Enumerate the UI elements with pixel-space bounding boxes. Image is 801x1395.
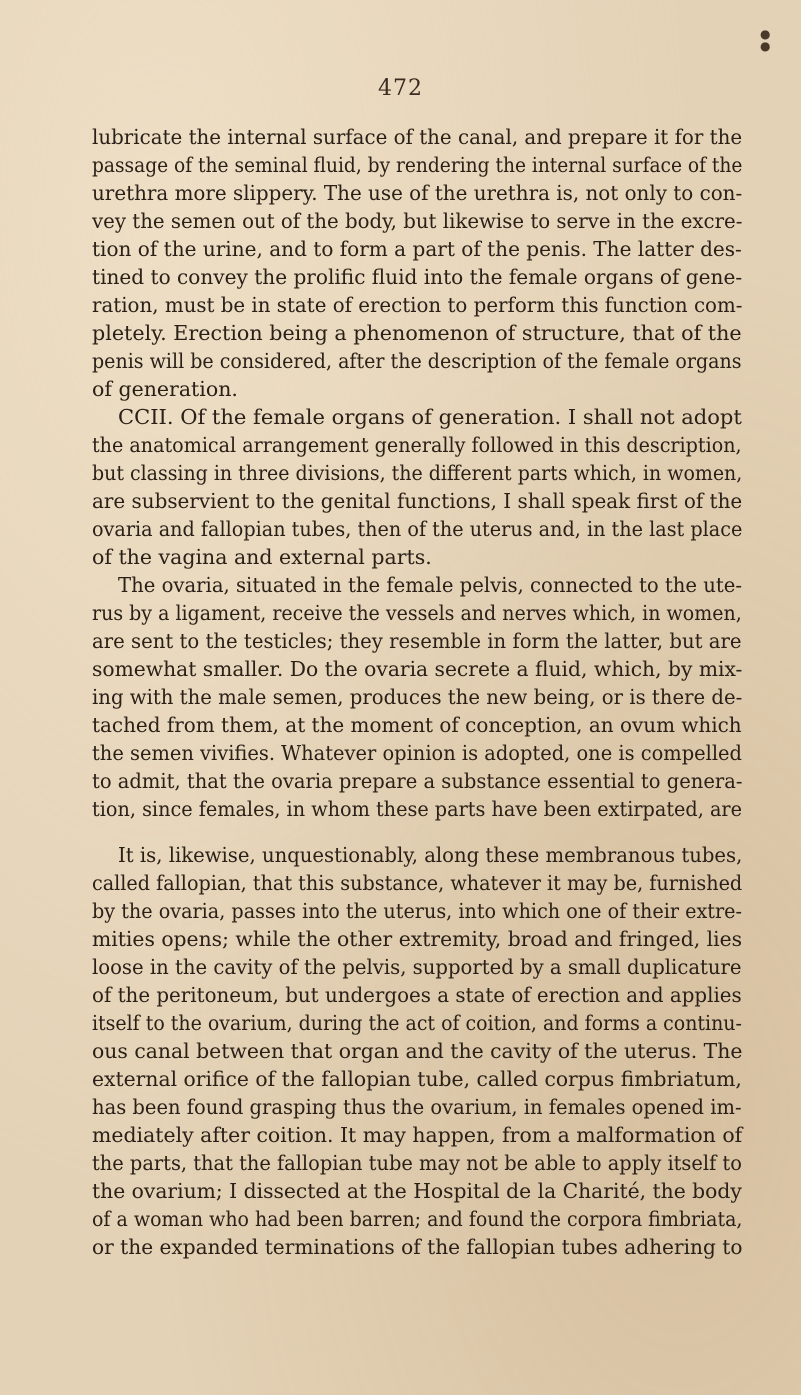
text-line: The ovaria, situated in the female pelvis, connected to the ute- [118,573,743,597]
text-line: are sent to the testicles; they resemble in form the latter, but are [92,629,742,653]
text-line: ous canal between that organ and the cavity of the uterus. The [92,1039,743,1063]
text-line: rus by a ligament, receive the vessels and nerves which, in women, [92,601,742,625]
text-line: external orifice of the fallopian tube, called corpus fimbriatum, [92,1067,742,1091]
text-line: itself to the ovarium, during the act of coition, and forms a continu- [92,1011,742,1035]
text-line: somewhat smaller. Do the ovaria secrete a fluid, which, by mix- [92,657,743,681]
text-line: vey the semen out of the body, but likewise to serve in the excre- [92,209,743,233]
text-line: of the vagina and external parts. [92,545,432,569]
text-line: has been found grasping thus the ovarium, in females opened im- [92,1095,742,1119]
text-line: passage of the seminal fluid, by rendering the internal surface of the [92,153,743,177]
text-line: pletely. Erection being a phenomenon of structure, that of the [92,321,742,345]
text-line: It is, likewise, unquestionably, along these membranous tubes, [118,843,743,867]
text-line: of generation. [92,377,238,401]
text-line: of the peritoneum, but undergoes a state of erection and applies [92,983,742,1007]
ink-mark-decoration: ● ● [760,27,771,53]
text-line: ovaria and fallopian tubes, then of the uterus and, in the last place [92,517,743,541]
text-line: tion, since females, in whom these parts have been extirpated, are [92,797,743,821]
text-line: called fallopian, that this substance, whatever it may be, furnished [92,871,743,895]
text-line: to admit, that the ovaria prepare a substance essential to genera- [92,769,743,793]
text-line: the anatomical arrangement generally followed in this description, [92,433,742,457]
section-heading-line: CCII. Of the female organs of generation. I shall not adopt [118,405,742,429]
text-line: the ovarium; I dissected at the Hospital de la Charité, the body [92,1179,742,1203]
text-line: lubricate the internal surface of the canal, and prepare it for the [92,125,743,149]
text-line: tion of the urine, and to form a part of the penis. The latter des- [92,237,742,261]
text-line: tached from them, at the moment of conception, an ovum which [92,713,742,737]
text-line: mities opens; while the other extremity, broad and fringed, lies [92,927,743,951]
text-line: urethra more slippery. The use of the urethra is, not only to con- [92,181,743,205]
page-number: 472 [378,76,423,101]
text-line: but classing in three divisions, the different parts which, in women, [92,461,743,485]
text-line: the parts, that the fallopian tube may not be able to apply itself to [92,1151,742,1175]
text-line: or the expanded terminations of the fallopian tubes adhering to [92,1235,743,1259]
text-line: mediately after coition. It may happen, from a malformation of [92,1123,743,1147]
text-line: penis will be considered, after the description of the female organs [92,349,742,373]
text-line: are subservient to the genital functions, I shall speak first of the [92,489,743,513]
text-line: of a woman who had been barren; and found the corpora fimbriata, [92,1207,743,1231]
text-line: ing with the male semen, produces the new being, or is there de- [92,685,743,709]
text-line: the semen vivifies. Whatever opinion is adopted, one is compelled [92,741,742,765]
text-line: ration, must be in state of erection to perform this function com- [92,293,743,317]
text-line: by the ovaria, passes into the uterus, into which one of their extre- [92,899,742,923]
text-line: tined to convey the prolific fluid into the female organs of gene- [92,265,743,289]
text-line: loose in the cavity of the pelvis, supported by a small duplicature [92,955,742,979]
